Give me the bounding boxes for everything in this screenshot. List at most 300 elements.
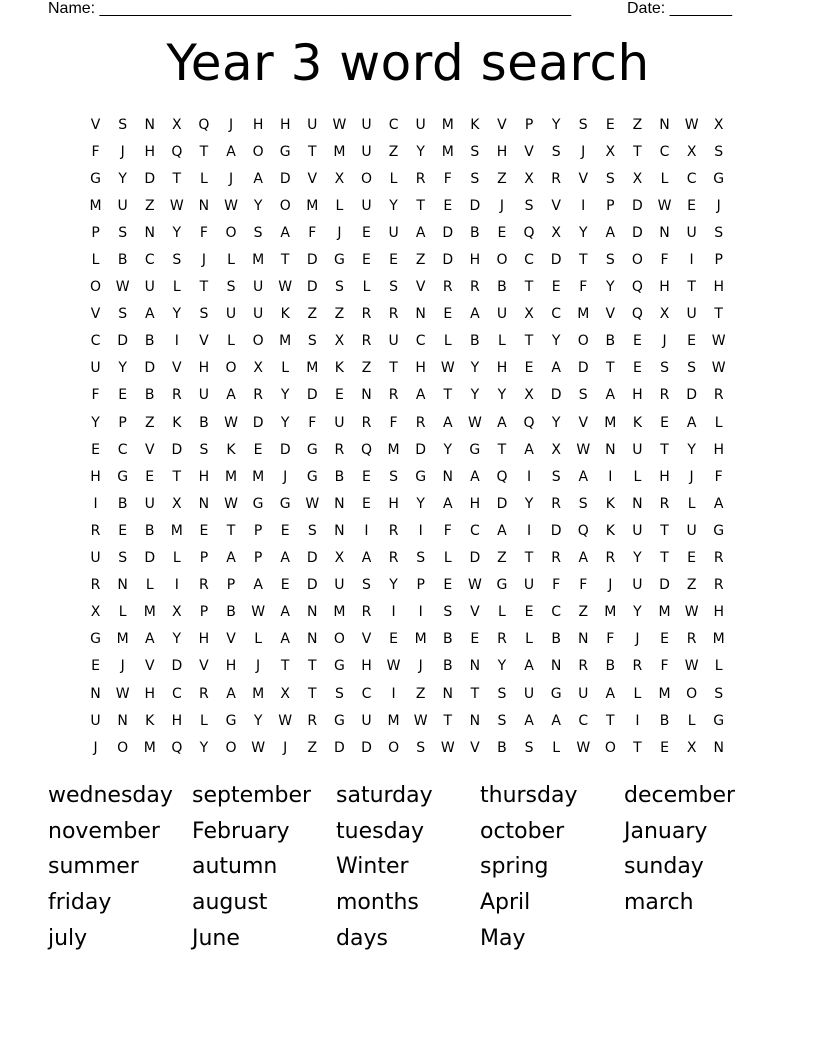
grid-letter: Y [416,143,425,160]
grid-letter: H [469,495,481,512]
grid-letter: W [332,116,347,133]
grid-letter: N [334,522,345,539]
grid-letter: G [415,468,427,485]
grid-letter: C [686,170,697,187]
grid-letter: S [118,116,128,133]
grid-letter: W [684,604,699,621]
grid-letter: U [307,116,318,133]
grid-letter: U [361,116,372,133]
grid-letter: Y [91,414,100,431]
grid-letter: L [281,360,290,377]
grid-letter: E [687,197,697,214]
grid-letter: A [605,685,616,702]
grid-letter: U [388,224,399,241]
grid-letter: K [470,116,480,133]
grid-letter: O [225,739,237,756]
grid-letter: K [632,414,643,431]
grid-letter: A [442,495,453,512]
grid-letter: O [252,333,264,350]
word-list-item: autumn [192,854,278,880]
grid-letter: L [335,197,344,214]
grid-letter: T [524,333,534,350]
grid-letter: D [171,658,183,675]
grid-letter: Z [632,116,643,133]
grid-letter: A [144,306,155,323]
grid-letter: W [467,577,482,594]
grid-letter: R [388,522,399,539]
grid-letter: E [389,252,398,269]
grid-letter: V [415,279,426,296]
grid-letter: T [172,170,182,187]
grid-letter: Z [415,685,426,702]
grid-letter: J [418,658,423,675]
grid-letter: R [361,414,372,431]
grid-letter: A [605,387,616,404]
grid-letter: W [224,495,238,512]
grid-letter: T [199,279,209,296]
grid-letter: W [115,279,130,296]
grid-letter: Y [199,739,209,756]
grid-letter: S [362,577,371,594]
grid-letter: R [388,387,399,404]
grid-letter: G [306,441,318,458]
grid-letter: Z [686,577,697,594]
grid-letter: A [578,550,589,567]
grid-letter: E [362,468,371,485]
grid-letter: Y [118,360,127,377]
grid-letter: E [687,550,697,567]
grid-letter: U [144,495,155,512]
grid-letter: W [413,712,428,729]
grid-letter: R [713,550,724,567]
grid-letter: S [118,550,128,567]
grid-letter: V [524,143,534,160]
grid-letter: Y [416,495,425,512]
grid-letter: D [550,522,562,539]
grid-letter: O [333,631,345,648]
grid-letter: L [227,333,235,350]
grid-letter: S [551,143,561,160]
grid-letter: U [90,712,101,729]
word-list-item: May [480,925,526,951]
word-list-item: days [336,925,388,951]
grid-letter: Y [578,224,588,241]
grid-letter: S [334,685,344,702]
grid-letter: G [279,143,291,160]
grid-letter: D [442,224,454,241]
grid-letter: B [226,604,236,621]
grid-letter: P [199,550,209,567]
grid-letter: E [91,658,100,675]
grid-letter: R [605,550,616,567]
grid-letter: Z [334,306,345,323]
grid-letter: Y [497,387,507,404]
grid-letter: A [280,550,290,567]
grid-letter: S [714,143,724,160]
grid-letter: A [605,224,616,241]
grid-letter: F [579,577,588,594]
grid-letter: E [118,522,128,539]
grid-letter: L [200,712,208,729]
grid-letter: T [660,550,669,567]
grid-letter: G [713,170,725,187]
grid-letter: N [605,441,616,458]
grid-letter: F [308,414,317,431]
grid-letter: S [497,712,507,729]
grid-letter: L [118,604,127,621]
grid-letter: Q [631,279,643,296]
grid-letter: X [334,550,345,567]
grid-letter: Y [551,414,561,431]
grid-letter: B [117,495,128,512]
grid-letter: D [306,577,318,594]
name-field-line: Name: _____________________________________________________ [48,0,572,17]
grid-letter: T [606,360,615,377]
grid-letter: O [117,739,129,756]
grid-letter: N [442,468,453,485]
grid-letter: F [660,658,669,675]
grid-letter: N [415,306,426,323]
grid-letter: D [632,224,643,241]
grid-letter: S [524,197,534,214]
grid-letter: J [120,143,125,160]
grid-letter: M [306,360,319,377]
grid-letter: S [497,685,507,702]
grid-letter: U [144,279,155,296]
grid-letter: J [337,224,342,241]
grid-letter: E [524,604,534,621]
grid-letter: H [144,143,155,160]
grid-letter: M [252,468,265,485]
grid-letter: W [251,739,266,756]
grid-letter: F [660,252,669,269]
grid-letter: M [279,333,292,350]
grid-letter: B [497,739,507,756]
grid-letter: Y [470,387,480,404]
grid-letter: C [171,685,182,702]
grid-letter: N [469,658,481,675]
grid-letter: X [280,685,290,702]
grid-letter: A [470,468,480,485]
grid-letter: E [280,522,290,539]
grid-letter: D [469,197,481,214]
grid-letter: Q [171,739,183,756]
grid-letter: L [552,739,561,756]
grid-letter: M [89,197,102,214]
grid-letter: H [496,360,508,377]
grid-letter: L [660,170,669,187]
grid-letter: E [660,739,669,756]
grid-letter: Q [523,224,535,241]
grid-letter: C [361,685,372,702]
grid-letter: U [388,333,399,350]
grid-letter: H [713,279,724,296]
grid-letter: T [470,685,480,702]
grid-letter: X [524,170,534,187]
grid-letter: R [361,604,372,621]
grid-letter: Y [389,197,398,214]
grid-letter: H [90,468,101,485]
grid-letter: P [253,522,263,539]
grid-letter: C [551,604,562,621]
grid-letter: U [523,577,535,594]
grid-letter: D [117,333,129,350]
grid-letter: E [687,333,697,350]
grid-letter: G [713,712,725,729]
word-list-item: saturday [336,783,433,808]
grid-letter: U [198,387,210,404]
grid-letter: I [174,577,179,594]
grid-letter: R [551,170,561,187]
grid-letter: H [388,495,399,512]
grid-letter: V [497,116,507,133]
grid-letter: Y [551,116,561,133]
grid-letter: A [524,712,534,729]
grid-letter: D [144,550,156,567]
grid-letter: M [441,116,454,133]
grid-letter: A [415,224,426,241]
grid-letter: N [198,197,210,214]
grid-letter: U [117,197,128,214]
grid-letter: S [714,685,724,702]
word-list-item: august [192,890,268,916]
grid-letter: R [551,550,561,567]
grid-letter: H [144,685,155,702]
grid-letter: G [713,522,725,539]
grid-letter: H [361,658,372,675]
grid-letter: X [659,306,670,323]
grid-letter: P [416,577,425,594]
grid-letter: G [306,468,318,485]
grid-letter: W [657,197,672,214]
grid-letter: Q [523,414,535,431]
word-list-item: march [624,890,694,916]
grid-letter: R [171,387,182,404]
grid-letter: Q [198,116,210,133]
grid-letter: Q [171,143,183,160]
grid-letter: X [632,170,643,187]
grid-letter: I [93,495,98,512]
grid-letter: E [660,414,669,431]
grid-letter: H [198,468,210,485]
grid-letter: S [307,522,317,539]
grid-letter: D [550,252,562,269]
grid-letter: Y [118,170,127,187]
grid-letter: E [91,441,100,458]
grid-letter: G [469,441,481,458]
grid-letter: T [633,143,642,160]
grid-letter: T [280,658,290,675]
grid-letter: W [684,116,699,133]
grid-letter: I [391,685,396,702]
grid-letter: D [550,387,562,404]
grid-letter: V [199,658,209,675]
grid-letter: W [467,414,482,431]
grid-letter: R [686,631,697,648]
grid-letter: H [496,143,508,160]
grid-letter: J [93,739,98,756]
grid-letter: L [227,252,235,269]
grid-letter: P [714,252,723,269]
grid-letter: G [117,468,129,485]
grid-letter: T [172,468,182,485]
grid-letter: R [659,387,670,404]
grid-letter: N [117,577,128,594]
grid-letter: L [687,495,696,512]
grid-letter: E [253,441,263,458]
grid-letter: I [364,522,369,539]
grid-letter: T [606,712,615,729]
grid-letter: A [551,712,561,729]
grid-letter: W [224,414,238,431]
grid-letter: A [497,414,507,431]
grid-letter: M [604,604,617,621]
grid-letter: A [578,468,589,485]
grid-letter: V [578,414,589,431]
grid-letter: T [308,658,317,675]
grid-letter: M [333,604,346,621]
grid-letter: M [143,604,156,621]
grid-letter: N [442,685,453,702]
grid-letter: H [632,387,643,404]
grid-letter: S [199,441,209,458]
word-list-item: summer [48,854,139,880]
grid-letter: M [116,631,129,648]
grid-letter: Q [496,468,508,485]
grid-letter: W [115,685,130,702]
grid-letter: A [226,685,236,702]
grid-letter: C [90,333,101,350]
grid-letter: Z [144,414,155,431]
grid-letter: S [470,170,480,187]
grid-letter: L [633,468,642,485]
word-list-item: tuesday [336,818,425,844]
grid-letter: R [361,333,372,350]
grid-letter: R [551,495,561,512]
grid-letter: E [362,252,371,269]
grid-letter: R [713,577,724,594]
grid-letter: S [578,116,588,133]
grid-letter: A [226,143,236,160]
grid-letter: E [632,360,642,377]
grid-letter: X [172,604,182,621]
grid-letter: D [144,170,156,187]
grid-letter: W [278,712,293,729]
grid-letter: L [443,333,452,350]
grid-letter: Y [524,495,534,512]
grid-letter: L [172,550,181,567]
grid-letter: U [334,414,345,431]
grid-letter: E [443,306,453,323]
grid-letter: I [391,604,396,621]
grid-letter: C [524,252,534,269]
grid-letter: N [550,658,562,675]
grid-letter: O [577,333,589,350]
grid-letter: W [711,360,726,377]
grid-letter: S [605,170,615,187]
grid-letter: O [225,224,237,241]
grid-letter: T [443,712,453,729]
grid-letter: R [497,631,507,648]
grid-letter: D [686,387,697,404]
grid-letter: W [251,604,266,621]
grid-letter: O [388,739,400,756]
grid-letter: T [389,360,398,377]
grid-letter: U [252,306,264,323]
grid-letter: K [226,441,236,458]
grid-letter: L [714,414,723,431]
grid-letter: V [144,441,155,458]
grid-letter: Y [443,441,453,458]
grid-letter: N [307,631,318,648]
grid-letter: L [145,577,154,594]
grid-letter: X [524,387,534,404]
grid-letter: M [143,739,156,756]
word-list-item: friday [48,890,112,916]
grid-letter: Z [578,604,589,621]
grid-letter: X [551,441,561,458]
word-list-item: december [624,783,736,808]
grid-letter: C [469,522,480,539]
grid-letter: K [145,712,155,729]
grid-letter: L [633,685,642,702]
grid-letter: A [361,550,372,567]
grid-letter: U [686,306,697,323]
grid-letter: U [252,279,264,296]
grid-letter: M [414,631,427,648]
grid-letter: E [334,387,344,404]
grid-letter: J [228,170,234,187]
grid-letter: T [308,685,317,702]
grid-letter: C [144,252,155,269]
grid-letter: S [416,739,426,756]
grid-letter: S [470,143,480,160]
grid-letter: D [577,360,589,377]
grid-letter: K [172,414,182,431]
grid-letter: R [361,306,372,323]
grid-letter: Y [280,414,290,431]
grid-letter: J [716,197,721,214]
grid-letter: T [633,739,642,756]
grid-letter: A [470,306,480,323]
word-list [48,778,768,956]
grid-letter: P [253,550,263,567]
grid-letter: F [199,224,208,241]
grid-letter: O [279,197,291,214]
grid-letter: T [280,252,290,269]
grid-letter: I [581,197,586,214]
grid-letter: E [605,116,615,133]
grid-letter: R [388,550,399,567]
grid-letter: U [225,306,237,323]
grid-letter: M [387,712,400,729]
grid-letter: W [711,333,726,350]
grid-letter: D [334,739,345,756]
grid-letter: U [90,550,101,567]
grid-letter: E [199,522,209,539]
grid-letter: V [172,360,182,377]
grid-letter: A [226,387,236,404]
grid-letter: N [469,712,481,729]
grid-letter: H [713,441,724,458]
grid-letter: E [362,224,371,241]
grid-letter: A [524,441,534,458]
grid-letter: G [90,631,101,648]
grid-letter: D [306,252,318,269]
grid-letter: O [90,279,102,296]
grid-letter: L [498,333,506,350]
grid-letter: N [577,631,589,648]
